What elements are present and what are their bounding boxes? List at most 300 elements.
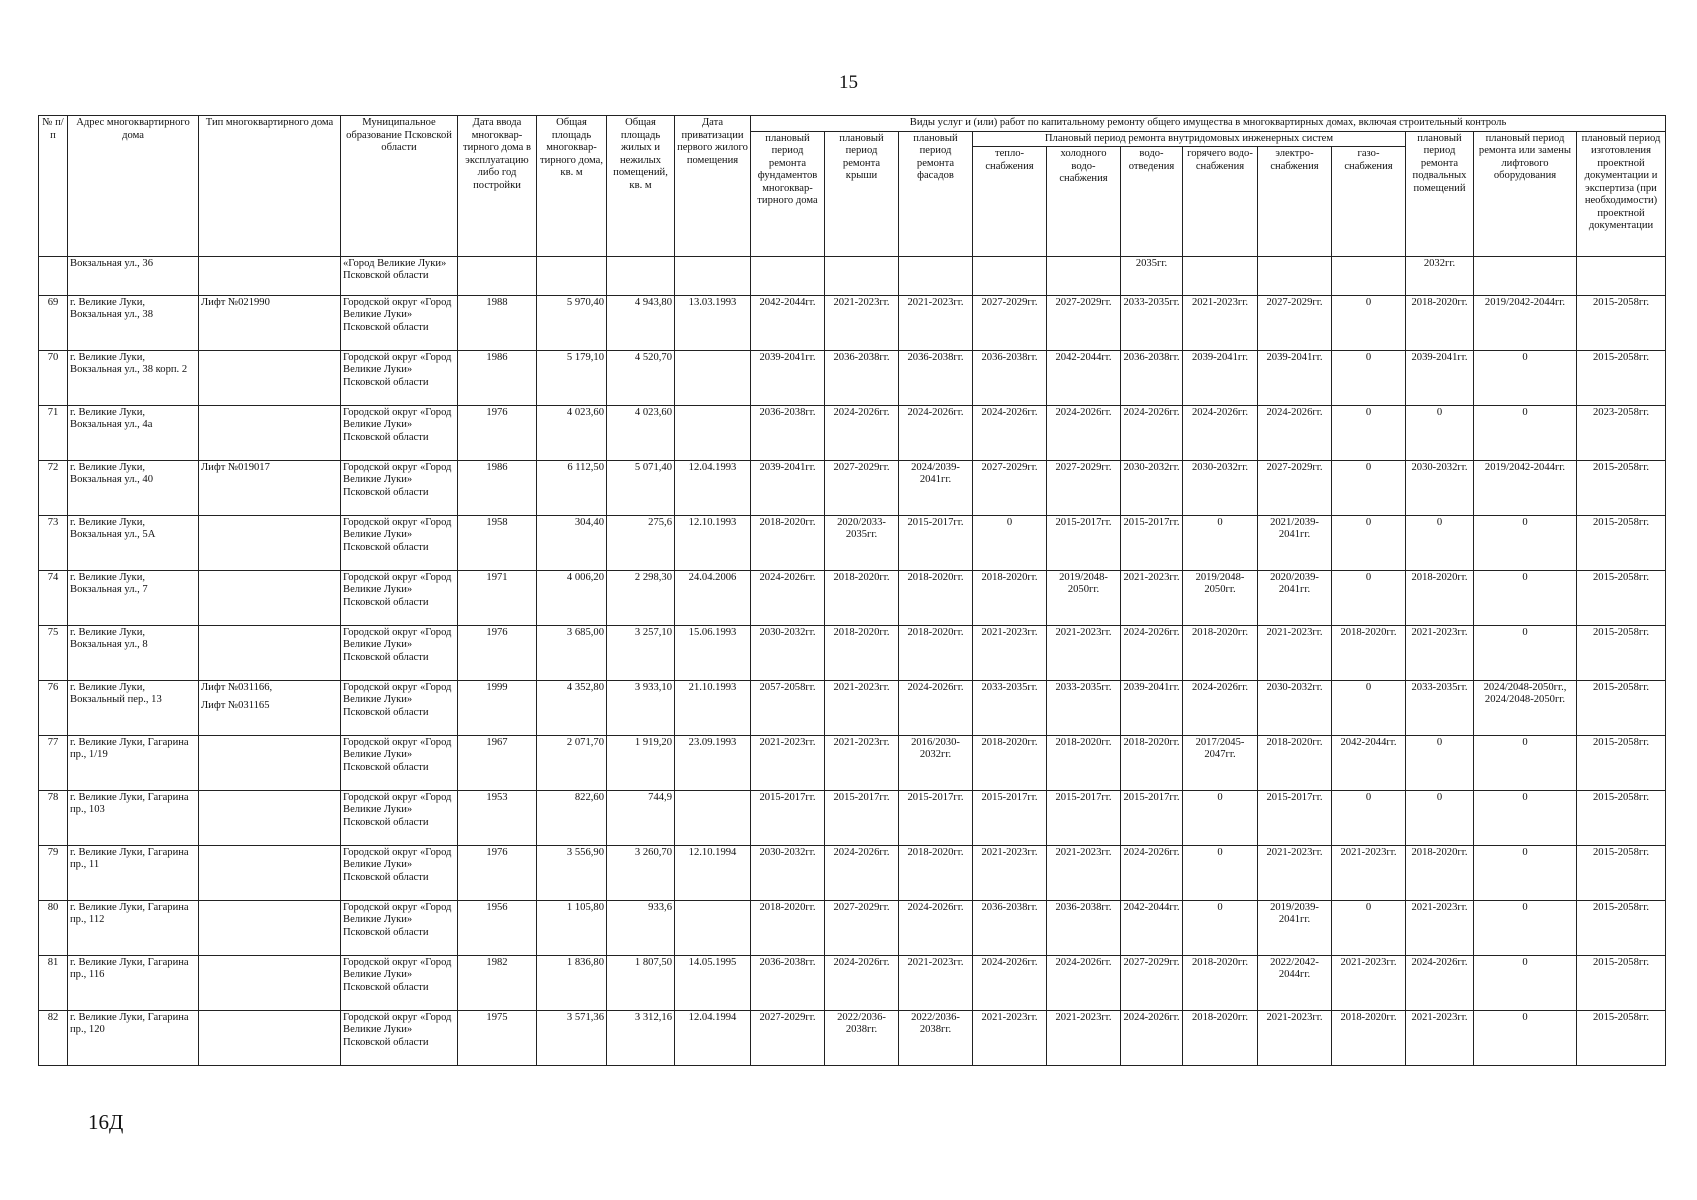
cell-gas: 2018-2020гг. xyxy=(1332,1010,1406,1065)
cell-commission: 1999 xyxy=(458,680,537,735)
cell-total-area: 2 071,70 xyxy=(537,735,607,790)
cell-municipality: Городской округ «Город Великие Луки» Псковской области xyxy=(341,625,458,680)
cell-facade: 2024-2026гг. xyxy=(899,680,973,735)
cell-drainage: 2024-2026гг. xyxy=(1121,845,1183,900)
cell-address: г. Великие Луки, Вокзальная ул., 40 xyxy=(68,460,199,515)
cell-num: 71 xyxy=(39,405,68,460)
cell-drainage: 2039-2041гг. xyxy=(1121,680,1183,735)
table-row xyxy=(39,900,1666,955)
cell-basement: 2033-2035гг. xyxy=(1406,680,1474,735)
cell-gas: 2018-2020гг. xyxy=(1332,625,1406,680)
cell-heat: 2021-2023гг. xyxy=(973,1010,1047,1065)
cell-privatization: 23.09.1993 xyxy=(675,735,751,790)
cell-type xyxy=(199,735,341,790)
cell-design: 2015-2058гг. xyxy=(1577,955,1666,1010)
cell-municipality: Городской округ «Город Великие Луки» Псковской области xyxy=(341,350,458,405)
cell-hot-water: 2018-2020гг. xyxy=(1183,955,1258,1010)
cell-cold-water: 2036-2038гг. xyxy=(1047,900,1121,955)
cell-total-area: 6 112,50 xyxy=(537,460,607,515)
cell-heat: 2033-2035гг. xyxy=(973,680,1047,735)
cell-elevator: 0 xyxy=(1474,1010,1577,1065)
cell-basement: 2021-2023гг. xyxy=(1406,625,1474,680)
table-row xyxy=(39,955,1666,1010)
cell-living-area: 4 023,60 xyxy=(607,405,675,460)
table-row xyxy=(39,735,1666,790)
cell-privatization: 12.10.1993 xyxy=(675,515,751,570)
cell-heat: 2015-2017гг. xyxy=(973,790,1047,845)
cell-type xyxy=(199,515,341,570)
cell-elevator: 0 xyxy=(1474,845,1577,900)
cell-foundation: 2018-2020гг. xyxy=(751,900,825,955)
cell-cold-water: 2033-2035гг. xyxy=(1047,680,1121,735)
cell-commission: 1976 xyxy=(458,405,537,460)
cell-living-area: 3 933,10 xyxy=(607,680,675,735)
cell-total-area: 4 352,80 xyxy=(537,680,607,735)
cell-hot-water: 0 xyxy=(1183,515,1258,570)
cell-commission: 1958 xyxy=(458,515,537,570)
cell-cold-water xyxy=(1047,256,1121,295)
cell-foundation: 2024-2026гг. xyxy=(751,570,825,625)
cell-heat: 2036-2038гг. xyxy=(973,900,1047,955)
lift-id: Лифт №019017 xyxy=(201,461,270,473)
cell-drainage: 2021-2023гг. xyxy=(1121,570,1183,625)
cell-type xyxy=(199,955,341,1010)
cell-facade: 2018-2020гг. xyxy=(899,845,973,900)
cell-basement: 2018-2020гг. xyxy=(1406,295,1474,350)
cell-num: 82 xyxy=(39,1010,68,1065)
cell-design: 2015-2058гг. xyxy=(1577,845,1666,900)
cell-basement: 0 xyxy=(1406,515,1474,570)
cell-electric: 2021-2023гг. xyxy=(1258,845,1332,900)
cell-total-area: 1 105,80 xyxy=(537,900,607,955)
cell-address: г. Великие Луки, Вокзальная ул., 5А xyxy=(68,515,199,570)
cell-foundation: 2039-2041гг. xyxy=(751,460,825,515)
capital-repair-table xyxy=(38,115,1666,1066)
cell-total-area: 3 571,36 xyxy=(537,1010,607,1065)
cell-commission: 1976 xyxy=(458,845,537,900)
cell-type xyxy=(199,295,341,350)
cell-commission: 1953 xyxy=(458,790,537,845)
cell-municipality: Городской округ «Город Великие Луки» Псковской области xyxy=(341,735,458,790)
cell-address: г. Великие Луки, Вокзальная ул., 8 xyxy=(68,625,199,680)
cell-privatization xyxy=(675,256,751,295)
cell-design: 2015-2058гг. xyxy=(1577,1010,1666,1065)
cell-electric xyxy=(1258,256,1332,295)
cell-living-area: 4 943,80 xyxy=(607,295,675,350)
cell-type xyxy=(199,405,341,460)
cell-address: г. Великие Луки, Вокзальная ул., 4а xyxy=(68,405,199,460)
cell-living-area: 2 298,30 xyxy=(607,570,675,625)
table-row xyxy=(39,405,1666,460)
table-row xyxy=(39,845,1666,900)
cell-drainage: 2035гг. xyxy=(1121,256,1183,295)
cell-electric: 2027-2029гг. xyxy=(1258,460,1332,515)
cell-elevator: 0 xyxy=(1474,515,1577,570)
cell-address: г. Великие Луки, Вокзальная ул., 38 корп. 2 xyxy=(68,350,199,405)
cell-hot-water: 2018-2020гг. xyxy=(1183,1010,1258,1065)
cell-foundation: 2027-2029гг. xyxy=(751,1010,825,1065)
cell-living-area xyxy=(607,256,675,295)
cell-basement: 2018-2020гг. xyxy=(1406,570,1474,625)
cell-cold-water: 2015-2017гг. xyxy=(1047,790,1121,845)
engineering-group-header: Плановый период ремонта внутридомовых инженерных систем xyxy=(973,131,1406,147)
cell-facade: 2024/2039-2041гг. xyxy=(899,460,973,515)
cell-design: 2015-2058гг. xyxy=(1577,460,1666,515)
cell-address: г. Великие Луки, Вокзальная ул., 38 xyxy=(68,295,199,350)
cell-privatization xyxy=(675,350,751,405)
cell-electric: 2039-2041гг. xyxy=(1258,350,1332,405)
cell-electric: 2024-2026гг. xyxy=(1258,405,1332,460)
footer-code: 16Д xyxy=(88,1110,124,1134)
cell-elevator: 0 xyxy=(1474,955,1577,1010)
cell-gas: 0 xyxy=(1332,460,1406,515)
cell-design: 2015-2058гг. xyxy=(1577,515,1666,570)
cell-foundation: 2030-2032гг. xyxy=(751,845,825,900)
cell-roof: 2027-2029гг. xyxy=(825,900,899,955)
cell-type xyxy=(199,790,341,845)
cell-num: 74 xyxy=(39,570,68,625)
cell-roof: 2020/2033-2035гг. xyxy=(825,515,899,570)
cell-electric: 2020/2039-2041гг. xyxy=(1258,570,1332,625)
cell-foundation: 2036-2038гг. xyxy=(751,405,825,460)
cell-privatization: 12.10.1994 xyxy=(675,845,751,900)
cell-address: г. Великие Луки, Гагарина пр., 116 xyxy=(68,955,199,1010)
cell-gas: 2042-2044гг. xyxy=(1332,735,1406,790)
cell-design: 2015-2058гг. xyxy=(1577,350,1666,405)
cell-elevator: 2019/2042-2044гг. xyxy=(1474,295,1577,350)
cell-living-area: 4 520,70 xyxy=(607,350,675,405)
col-electric-header: электро-снабжения xyxy=(1258,147,1332,256)
cell-design: 2015-2058гг. xyxy=(1577,790,1666,845)
cell-hot-water: 2024-2026гг. xyxy=(1183,405,1258,460)
cell-total-area: 4 023,60 xyxy=(537,405,607,460)
cell-drainage: 2027-2029гг. xyxy=(1121,955,1183,1010)
cell-privatization: 13.03.1993 xyxy=(675,295,751,350)
cell-type xyxy=(199,570,341,625)
cell-design: 2015-2058гг. xyxy=(1577,900,1666,955)
cell-type xyxy=(199,1010,341,1065)
cell-foundation: 2042-2044гг. xyxy=(751,295,825,350)
cell-living-area: 3 260,70 xyxy=(607,845,675,900)
cell-commission: 1956 xyxy=(458,900,537,955)
table-body xyxy=(39,256,1666,1065)
cell-hot-water: 2021-2023гг. xyxy=(1183,295,1258,350)
cell-facade: 2024-2026гг. xyxy=(899,900,973,955)
cell-electric: 2027-2029гг. xyxy=(1258,295,1332,350)
col-commission-header: Дата ввода многоквар-тирного дома в эксплуатацию либо год постройки xyxy=(458,116,537,257)
cell-design: 2015-2058гг. xyxy=(1577,735,1666,790)
col-type-header: Тип многоквартирного дома xyxy=(199,116,341,257)
cell-electric: 2015-2017гг. xyxy=(1258,790,1332,845)
cell-heat: 2027-2029гг. xyxy=(973,460,1047,515)
cell-cold-water: 2042-2044гг. xyxy=(1047,350,1121,405)
cell-electric: 2021-2023гг. xyxy=(1258,1010,1332,1065)
cell-elevator: 0 xyxy=(1474,405,1577,460)
cell-heat: 2021-2023гг. xyxy=(973,845,1047,900)
table-row xyxy=(39,570,1666,625)
cell-num: 75 xyxy=(39,625,68,680)
cell-heat: 2027-2029гг. xyxy=(973,295,1047,350)
cell-electric: 2018-2020гг. xyxy=(1258,735,1332,790)
page-number: 15 xyxy=(839,72,858,93)
col-heat-header: тепло-снабжения xyxy=(973,147,1047,256)
cell-total-area: 5 179,10 xyxy=(537,350,607,405)
cell-commission: 1967 xyxy=(458,735,537,790)
col-municipality-header: Муниципальное образование Псковской области xyxy=(341,116,458,257)
cell-total-area: 304,40 xyxy=(537,515,607,570)
cell-facade: 2036-2038гг. xyxy=(899,350,973,405)
cell-municipality: «Город Великие Луки» Псковской области xyxy=(341,256,458,295)
cell-facade xyxy=(899,256,973,295)
cell-design: 2015-2058гг. xyxy=(1577,570,1666,625)
cell-roof: 2024-2026гг. xyxy=(825,955,899,1010)
cell-gas: 0 xyxy=(1332,295,1406,350)
cell-drainage: 2015-2017гг. xyxy=(1121,515,1183,570)
cell-design: 2015-2058гг. xyxy=(1577,625,1666,680)
cell-living-area: 933,6 xyxy=(607,900,675,955)
cell-cold-water: 2019/2048-2050гг. xyxy=(1047,570,1121,625)
cell-basement: 0 xyxy=(1406,735,1474,790)
cell-facade: 2016/2030-2032гг. xyxy=(899,735,973,790)
cell-total-area: 822,60 xyxy=(537,790,607,845)
cell-facade: 2018-2020гг. xyxy=(899,570,973,625)
cell-num xyxy=(39,256,68,295)
cell-total-area: 5 970,40 xyxy=(537,295,607,350)
cell-roof: 2036-2038гг. xyxy=(825,350,899,405)
cell-privatization xyxy=(675,405,751,460)
cell-municipality: Городской округ «Город Великие Луки» Псковской области xyxy=(341,295,458,350)
cell-drainage: 2042-2044гг. xyxy=(1121,900,1183,955)
cell-total-area: 3 556,90 xyxy=(537,845,607,900)
cell-living-area: 275,6 xyxy=(607,515,675,570)
cell-basement: 2032гг. xyxy=(1406,256,1474,295)
cell-drainage: 2024-2026гг. xyxy=(1121,625,1183,680)
cell-design xyxy=(1577,256,1666,295)
cell-basement: 2018-2020гг. xyxy=(1406,845,1474,900)
cell-facade: 2021-2023гг. xyxy=(899,955,973,1010)
cell-roof: 2021-2023гг. xyxy=(825,735,899,790)
cell-hot-water: 2024-2026гг. xyxy=(1183,680,1258,735)
cell-type xyxy=(199,256,341,295)
cell-electric: 2022/2042-2044гг. xyxy=(1258,955,1332,1010)
cell-num: 77 xyxy=(39,735,68,790)
cell-facade: 2021-2023гг. xyxy=(899,295,973,350)
table-header xyxy=(39,116,1666,257)
cell-hot-water: 2039-2041гг. xyxy=(1183,350,1258,405)
col-roof-header: плановый период ремонта крыши xyxy=(825,131,899,256)
cell-hot-water: 2017/2045-2047гг. xyxy=(1183,735,1258,790)
cell-drainage: 2024-2026гг. xyxy=(1121,1010,1183,1065)
cell-heat xyxy=(973,256,1047,295)
cell-foundation: 2039-2041гг. xyxy=(751,350,825,405)
cell-drainage: 2030-2032гг. xyxy=(1121,460,1183,515)
cell-roof: 2021-2023гг. xyxy=(825,680,899,735)
cell-num: 79 xyxy=(39,845,68,900)
cell-elevator: 0 xyxy=(1474,350,1577,405)
table-row xyxy=(39,625,1666,680)
cell-roof xyxy=(825,256,899,295)
cell-municipality: Городской округ «Город Великие Луки» Псковской области xyxy=(341,570,458,625)
cell-roof: 2021-2023гг. xyxy=(825,295,899,350)
cell-num: 72 xyxy=(39,460,68,515)
cell-basement: 0 xyxy=(1406,790,1474,845)
cell-living-area: 3 257,10 xyxy=(607,625,675,680)
cell-gas xyxy=(1332,256,1406,295)
cell-living-area: 744,9 xyxy=(607,790,675,845)
cell-privatization: 24.04.2006 xyxy=(675,570,751,625)
cell-basement: 2039-2041гг. xyxy=(1406,350,1474,405)
cell-total-area xyxy=(537,256,607,295)
cell-facade: 2015-2017гг. xyxy=(899,515,973,570)
cell-basement: 2021-2023гг. xyxy=(1406,1010,1474,1065)
cell-cold-water: 2018-2020гг. xyxy=(1047,735,1121,790)
cell-privatization xyxy=(675,790,751,845)
cell-elevator: 2019/2042-2044гг. xyxy=(1474,460,1577,515)
table-row xyxy=(39,680,1666,735)
cell-hot-water: 2018-2020гг. xyxy=(1183,625,1258,680)
cell-num: 76 xyxy=(39,680,68,735)
cell-drainage: 2033-2035гг. xyxy=(1121,295,1183,350)
cell-facade: 2022/2036-2038гг. xyxy=(899,1010,973,1065)
cell-foundation: 2021-2023гг. xyxy=(751,735,825,790)
cell-drainage: 2024-2026гг. xyxy=(1121,405,1183,460)
table-row xyxy=(39,790,1666,845)
cell-living-area: 5 071,40 xyxy=(607,460,675,515)
col-living-area-header: Общая площадь жилых и нежилых помещений, кв. м xyxy=(607,116,675,257)
cell-roof: 2027-2029гг. xyxy=(825,460,899,515)
cell-elevator xyxy=(1474,256,1577,295)
cell-commission: 1986 xyxy=(458,350,537,405)
cell-municipality: Городской округ «Город Великие Луки» Псковской области xyxy=(341,680,458,735)
table-row xyxy=(39,1010,1666,1065)
cell-commission xyxy=(458,256,537,295)
cell-municipality: Городской округ «Город Великие Луки» Псковской области xyxy=(341,790,458,845)
cell-design: 2015-2058гг. xyxy=(1577,295,1666,350)
cell-hot-water: 2019/2048-2050гг. xyxy=(1183,570,1258,625)
cell-commission: 1975 xyxy=(458,1010,537,1065)
cell-foundation: 2015-2017гг. xyxy=(751,790,825,845)
cell-privatization: 21.10.1993 xyxy=(675,680,751,735)
cell-foundation: 2030-2032гг. xyxy=(751,625,825,680)
cell-basement: 2021-2023гг. xyxy=(1406,900,1474,955)
cell-hot-water: 0 xyxy=(1183,900,1258,955)
cell-address: г. Великие Луки, Гагарина пр., 11 xyxy=(68,845,199,900)
cell-elevator: 2024/2048-2050гг., 2024/2048-2050гг. xyxy=(1474,680,1577,735)
col-elevator-header: плановый период ремонта или замены лифтового оборудования xyxy=(1474,131,1577,256)
cell-privatization: 12.04.1993 xyxy=(675,460,751,515)
cell-electric: 2021/2039-2041гг. xyxy=(1258,515,1332,570)
cell-num: 70 xyxy=(39,350,68,405)
cell-hot-water: 0 xyxy=(1183,790,1258,845)
lift-id: Лифт №021990 xyxy=(201,296,270,308)
lift-id: Лифт №031165 xyxy=(201,700,270,711)
cell-heat: 2024-2026гг. xyxy=(973,405,1047,460)
cell-heat: 2024-2026гг. xyxy=(973,955,1047,1010)
cell-num: 81 xyxy=(39,955,68,1010)
cell-commission: 1976 xyxy=(458,625,537,680)
cell-living-area: 3 312,16 xyxy=(607,1010,675,1065)
table-row xyxy=(39,515,1666,570)
cell-num: 80 xyxy=(39,900,68,955)
cell-roof: 2022/2036-2038гг. xyxy=(825,1010,899,1065)
cell-privatization: 15.06.1993 xyxy=(675,625,751,680)
cell-address: г. Великие Луки, Гагарина пр., 103 xyxy=(68,790,199,845)
cell-elevator: 0 xyxy=(1474,570,1577,625)
cell-gas: 0 xyxy=(1332,900,1406,955)
cell-gas: 2021-2023гг. xyxy=(1332,955,1406,1010)
cell-address: Вокзальная ул., 36 xyxy=(68,256,199,295)
cell-drainage: 2036-2038гг. xyxy=(1121,350,1183,405)
col-address-header: Адрес многоквартирного дома xyxy=(68,116,199,257)
col-num-header: № п/п xyxy=(39,116,68,257)
cell-facade: 2024-2026гг. xyxy=(899,405,973,460)
cell-gas: 0 xyxy=(1332,405,1406,460)
cell-cold-water: 2027-2029гг. xyxy=(1047,460,1121,515)
cell-total-area: 3 685,00 xyxy=(537,625,607,680)
cell-heat: 2021-2023гг. xyxy=(973,625,1047,680)
cell-facade: 2015-2017гг. xyxy=(899,790,973,845)
cell-commission: 1988 xyxy=(458,295,537,350)
cell-type xyxy=(199,460,341,515)
cell-gas: 0 xyxy=(1332,570,1406,625)
cell-hot-water: 0 xyxy=(1183,845,1258,900)
cell-type xyxy=(199,350,341,405)
cell-cold-water: 2021-2023гг. xyxy=(1047,1010,1121,1065)
cell-privatization: 14.05.1995 xyxy=(675,955,751,1010)
cell-municipality: Городской округ «Город Великие Луки» Псковской области xyxy=(341,845,458,900)
cell-hot-water: 2030-2032гг. xyxy=(1183,460,1258,515)
cell-cold-water: 2027-2029гг. xyxy=(1047,295,1121,350)
cell-cold-water: 2024-2026гг. xyxy=(1047,955,1121,1010)
cell-type xyxy=(199,900,341,955)
cell-cold-water: 2021-2023гг. xyxy=(1047,625,1121,680)
cell-basement: 0 xyxy=(1406,405,1474,460)
cell-municipality: Городской округ «Город Великие Луки» Псковской области xyxy=(341,405,458,460)
cell-gas: 0 xyxy=(1332,680,1406,735)
cell-elevator: 0 xyxy=(1474,625,1577,680)
col-foundation-header: плановый период ремонта фундаментов многоквар-тирного дома xyxy=(751,131,825,256)
cell-type xyxy=(199,680,341,735)
table-row-continued xyxy=(39,256,1666,295)
cell-electric: 2019/2039-2041гг. xyxy=(1258,900,1332,955)
cell-drainage: 2018-2020гг. xyxy=(1121,735,1183,790)
cell-roof: 2018-2020гг. xyxy=(825,625,899,680)
cell-basement: 2030-2032гг. xyxy=(1406,460,1474,515)
cell-privatization: 12.04.1994 xyxy=(675,1010,751,1065)
cell-roof: 2018-2020гг. xyxy=(825,570,899,625)
cell-cold-water: 2021-2023гг. xyxy=(1047,845,1121,900)
cell-heat: 0 xyxy=(973,515,1047,570)
cell-address: г. Великие Луки, Гагарина пр., 1/19 xyxy=(68,735,199,790)
cell-heat: 2018-2020гг. xyxy=(973,570,1047,625)
col-hot-water-header: горячего водо-снабжения xyxy=(1183,147,1258,256)
cell-gas: 0 xyxy=(1332,515,1406,570)
lift-id: Лифт №031166, xyxy=(201,681,273,693)
works-group-header: Виды услуг и (или) работ по капитальному ремонту общего имущества в многоквартирных домах, включая строительный контроль xyxy=(751,116,1666,132)
col-design-header: плановый период изготовления проектной документации и экспертиза (при необходимости) проектной документации xyxy=(1577,131,1666,256)
cell-commission: 1982 xyxy=(458,955,537,1010)
cell-hot-water xyxy=(1183,256,1258,295)
col-drainage-header: водо-отведения xyxy=(1121,147,1183,256)
cell-foundation xyxy=(751,256,825,295)
cell-design: 2023-2058гг. xyxy=(1577,405,1666,460)
cell-municipality: Городской округ «Город Великие Луки» Псковской области xyxy=(341,515,458,570)
cell-facade: 2018-2020гг. xyxy=(899,625,973,680)
col-total-area-header: Общая площадь многоквар-тирного дома, кв. м xyxy=(537,116,607,257)
cell-heat: 2018-2020гг. xyxy=(973,735,1047,790)
cell-municipality: Городской округ «Город Великие Луки» Псковской области xyxy=(341,955,458,1010)
cell-num: 73 xyxy=(39,515,68,570)
